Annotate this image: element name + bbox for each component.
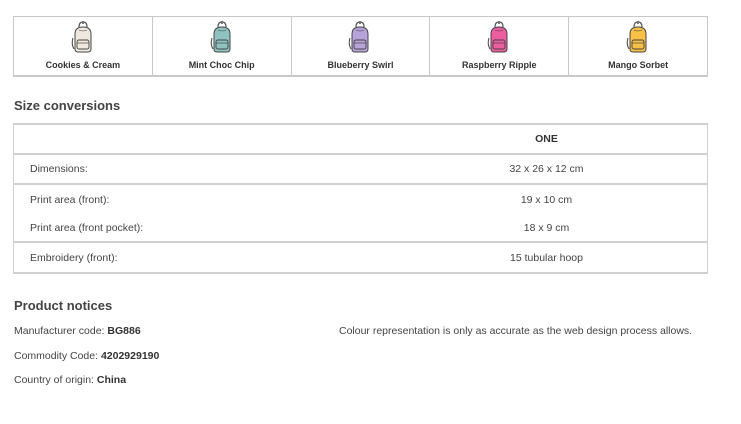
colour-disclaimer: Colour representation is only as accurate as the web design process allows.	[339, 325, 693, 337]
colour-swatch-label: Raspberry Ripple	[462, 60, 537, 70]
manufacturer-code	[14, 325, 141, 337]
row-value: 15 tubular hoop	[510, 251, 583, 264]
country-of-origin-label: Country of origin:	[14, 374, 94, 386]
country-of-origin-value: China	[96, 374, 127, 386]
colour-swatch-label: Mango Sorbet	[608, 60, 669, 70]
commodity-code-label: Commodity Code:	[14, 350, 99, 362]
colour-swatch[interactable]	[153, 17, 292, 75]
product-notices-title: Product notices	[14, 298, 113, 313]
colour-swatch-label: Mint Choc Chip	[188, 60, 255, 70]
colour-swatch-label: Cookies & Cream	[45, 60, 121, 70]
row-label: Embroidery (front):	[30, 251, 118, 264]
row-value: 32 x 26 x 12 cm	[509, 163, 584, 175]
colour-swatch[interactable]	[14, 17, 153, 75]
row-label: Print area (front):	[30, 193, 110, 206]
size-conversions-title: Size conversions	[14, 98, 121, 113]
size-column-header: ONE	[535, 133, 558, 145]
commodity-code	[14, 350, 159, 362]
row-label: Dimensions:	[30, 163, 88, 175]
manufacturer-code-label: Manufacturer code:	[14, 325, 105, 337]
row-value: 19 x 10 cm	[520, 193, 573, 206]
colour-swatch[interactable]	[430, 17, 569, 75]
size-conversions-table	[13, 123, 708, 274]
backpack-icon	[207, 20, 237, 54]
colour-swatch-strip	[13, 16, 708, 77]
backpack-icon	[68, 20, 98, 54]
colour-swatch[interactable]	[569, 17, 707, 75]
colour-swatch[interactable]	[292, 17, 431, 75]
table-row	[14, 214, 707, 243]
colour-swatch-label: Blueberry Swirl	[327, 60, 394, 70]
row-value: 18 x 9 cm	[523, 221, 570, 234]
manufacturer-code-value: BG886	[107, 325, 141, 337]
table-row	[14, 185, 707, 214]
table-row	[14, 243, 707, 272]
commodity-code-value: 4202929190	[100, 350, 160, 362]
table-header-row	[14, 125, 707, 155]
row-label: Print area (front pocket):	[30, 221, 144, 234]
backpack-icon	[345, 20, 375, 54]
backpack-icon	[484, 20, 514, 54]
backpack-icon	[623, 20, 653, 54]
country-of-origin	[14, 374, 126, 386]
table-row	[14, 155, 707, 185]
